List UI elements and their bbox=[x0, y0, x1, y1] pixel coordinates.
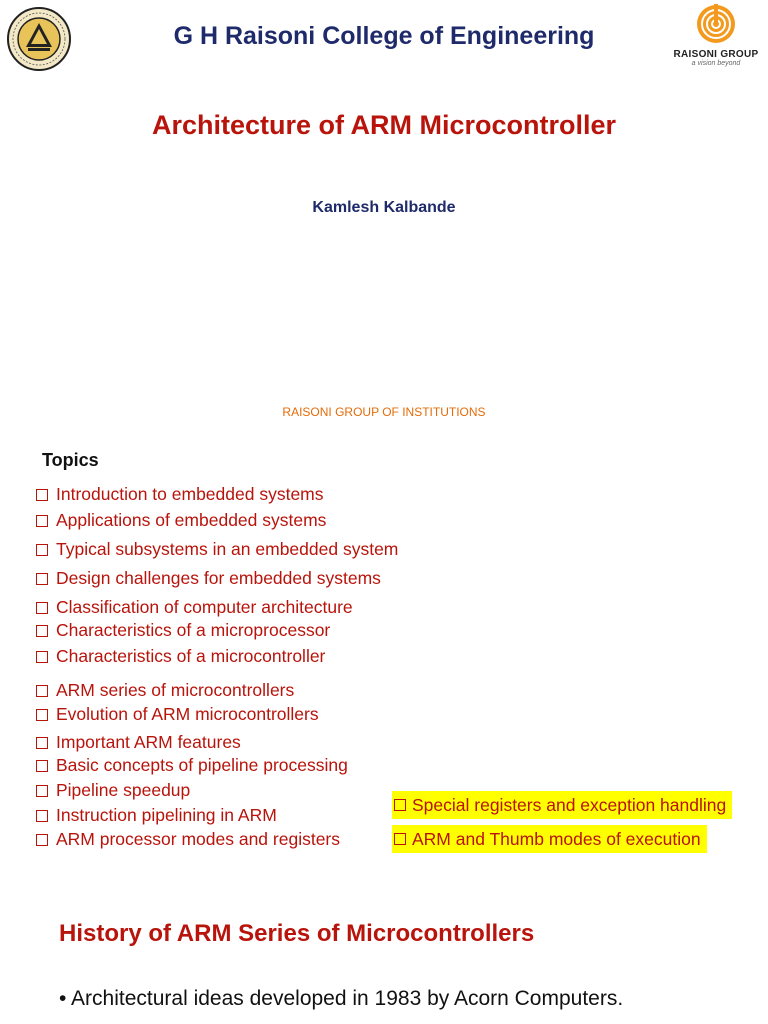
slide-title: Architecture of ARM Microcontroller bbox=[151, 110, 617, 140]
topic-item: Evolution of ARM microcontrollers bbox=[36, 704, 319, 725]
raisoni-group-logo bbox=[670, 4, 762, 68]
checkbox-bullet-icon bbox=[36, 834, 48, 846]
checkbox-bullet-icon bbox=[394, 833, 406, 845]
checkbox-bullet-icon bbox=[36, 785, 48, 797]
bullet-point: • Architectural ideas developed in 1983 by Acorn Computers. bbox=[59, 987, 624, 1010]
topic-item: Introduction to embedded systems bbox=[36, 484, 324, 505]
college-name: G H Raisoni College of Engineering bbox=[173, 22, 595, 50]
highlighted-topic-item: Special registers and exception handling bbox=[392, 791, 732, 819]
topic-item: ARM series of microcontrollers bbox=[36, 680, 294, 701]
institution-footer: RAISONI GROUP OF INSTITUTIONS bbox=[282, 405, 486, 419]
group-logo-tagline: a vision beyond bbox=[691, 60, 741, 67]
group-logo-name: RAISONI GROUP bbox=[673, 49, 759, 60]
topic-item: Classification of computer architecture bbox=[36, 597, 353, 618]
checkbox-bullet-icon bbox=[36, 810, 48, 822]
checkbox-bullet-icon bbox=[36, 651, 48, 663]
checkbox-bullet-icon bbox=[36, 737, 48, 749]
checkbox-bullet-icon bbox=[36, 489, 48, 501]
checkbox-bullet-icon bbox=[36, 602, 48, 614]
author-name: Kamlesh Kalbande bbox=[312, 199, 456, 216]
topic-item: Characteristics of a microcontroller bbox=[36, 646, 325, 667]
highlighted-topic-item: ARM and Thumb modes of execution bbox=[392, 825, 707, 853]
topic-item: Design challenges for embedded systems bbox=[36, 568, 381, 589]
topic-item: Basic concepts of pipeline processing bbox=[36, 755, 348, 776]
next-slide-heading: History of ARM Series of Microcontrollers bbox=[59, 920, 535, 947]
topic-item: Applications of embedded systems bbox=[36, 510, 326, 531]
topic-item: Characteristics of a microprocessor bbox=[36, 620, 330, 641]
checkbox-bullet-icon bbox=[36, 760, 48, 772]
checkbox-bullet-icon bbox=[36, 544, 48, 556]
topic-item: Typical subsystems in an embedded system bbox=[36, 539, 398, 560]
topics-heading: Topics bbox=[42, 450, 99, 470]
spiral-emblem-icon bbox=[695, 4, 737, 44]
checkbox-bullet-icon bbox=[36, 625, 48, 637]
topic-item: ARM processor modes and registers bbox=[36, 829, 340, 850]
checkbox-bullet-icon bbox=[36, 709, 48, 721]
checkbox-bullet-icon bbox=[36, 685, 48, 697]
topic-item: Instruction pipelining in ARM bbox=[36, 805, 277, 826]
checkbox-bullet-icon bbox=[36, 515, 48, 527]
topic-item: Pipeline speedup bbox=[36, 780, 190, 801]
checkbox-bullet-icon bbox=[394, 799, 406, 811]
topic-item: Important ARM features bbox=[36, 732, 241, 753]
checkbox-bullet-icon bbox=[36, 573, 48, 585]
